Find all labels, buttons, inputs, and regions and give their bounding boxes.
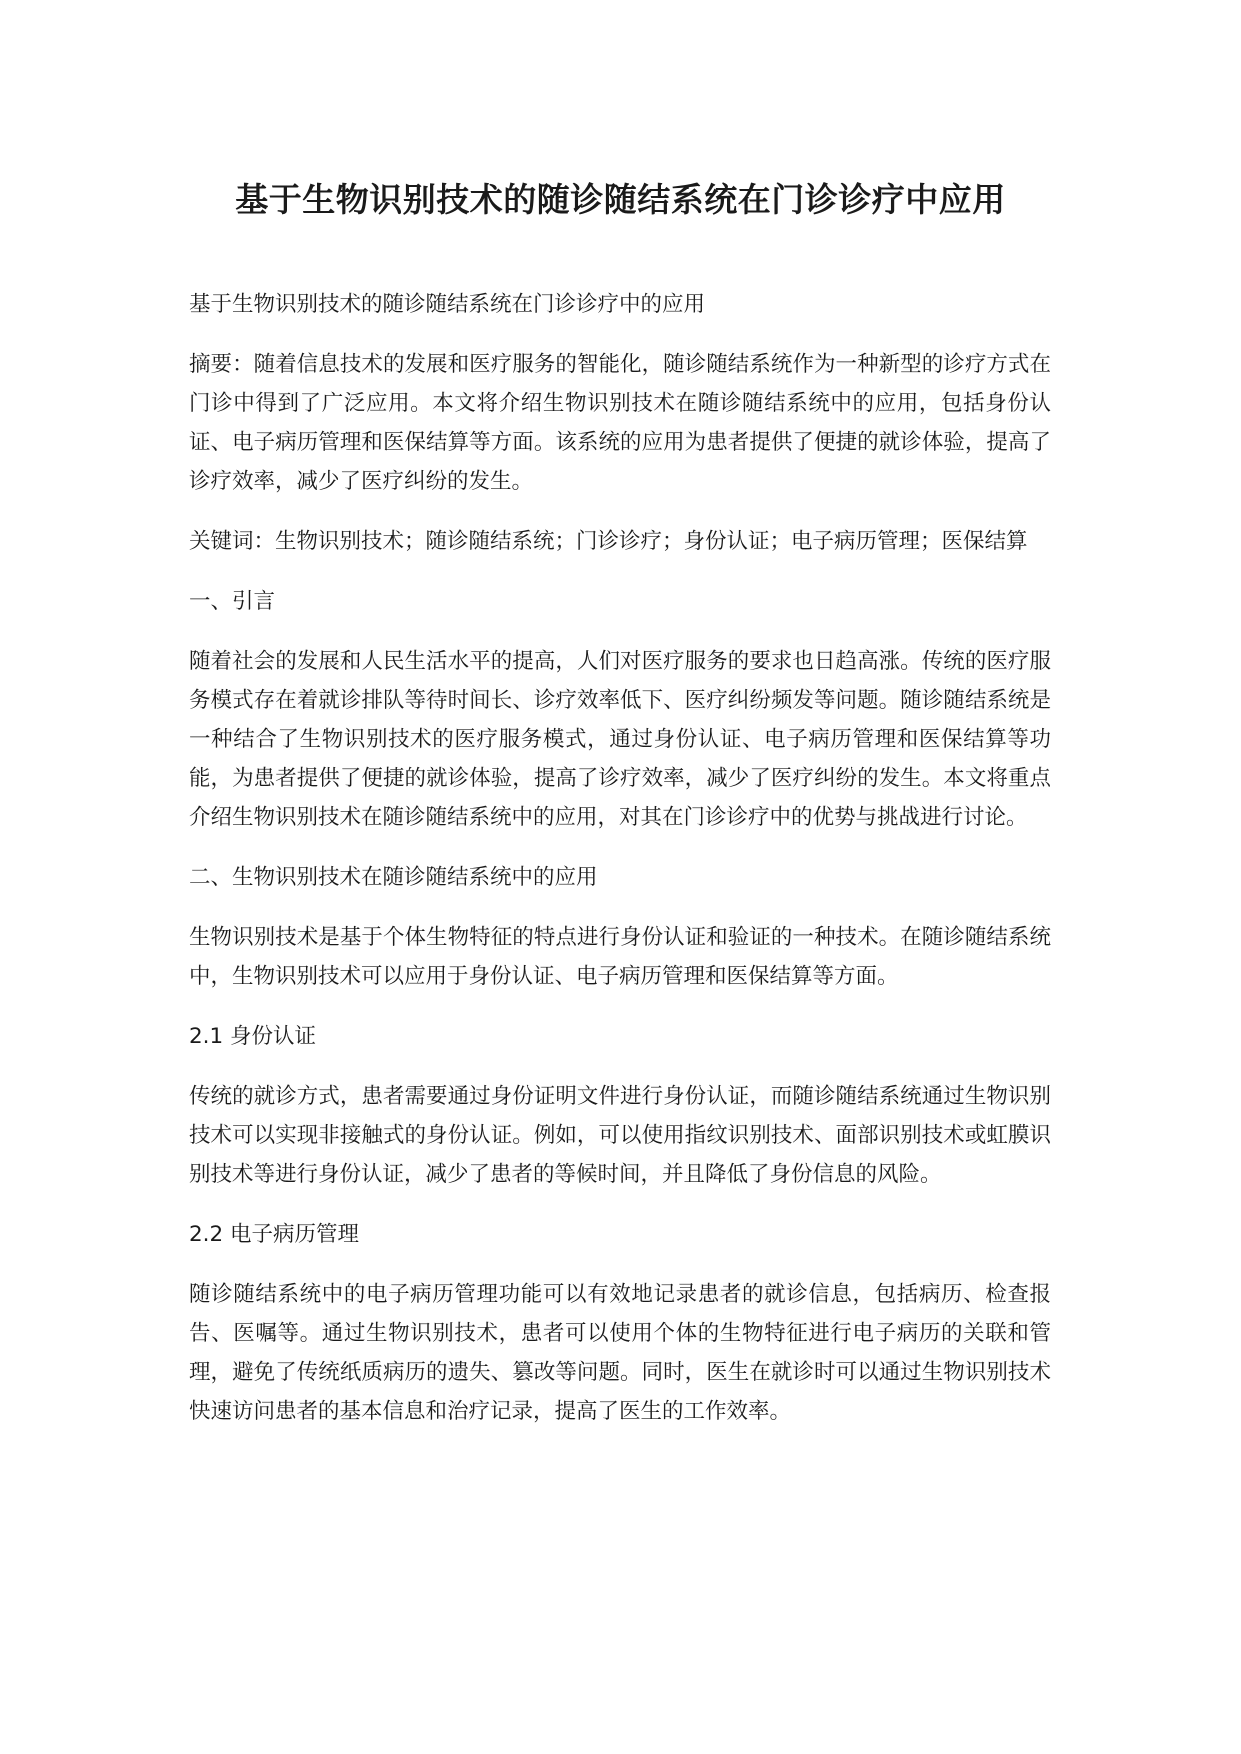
section-1-body: 随着社会的发展和人民生活水平的提高，人们对医疗服务的要求也日趋高涨。传统的医疗服务模式存在着就诊排队等待时间长、诊疗效率低下、医疗纠纷频发等问题。随诊随结系统是一种结合了生物识别技术的医疗服务模式，通过身份认证、电子病历管理和医保结算等功能，为患者提供了便捷的就诊体验，提高了诊疗效率，减少了医疗纠纷的发生。本文将重点介绍生物识别技术在随诊随结系统中的应用，对其在门诊诊疗中的优势与挑战进行讨论。: [189, 649, 1051, 830]
section-2-2-heading: 2.2 电子病历管理: [189, 1222, 360, 1247]
section-2-body: 生物识别技术是基于个体生物特征的特点进行身份认证和验证的一种技术。在随诊随结系统中，生物识别技术可以应用于身份认证、电子病历管理和医保结算等方面。: [189, 925, 1051, 989]
section-2-2-body: 随诊随结系统中的电子病历管理功能可以有效地记录患者的就诊信息，包括病历、检查报告、医嘱等。通过生物识别技术，患者可以使用个体的生物特征进行电子病历的关联和管理，避免了传统纸质病历的遗失、篡改等问题。同时，医生在就诊时可以通过生物识别技术快速访问患者的基本信息和治疗记录，提高了医生的工作效率。: [189, 1282, 1051, 1424]
abstract-paragraph: 摘要：随着信息技术的发展和医疗服务的智能化，随诊随结系统作为一种新型的诊疗方式在门诊中得到了广泛应用。本文将介绍生物识别技术在随诊随结系统中的应用，包括身份认证、电子病历管理和医保结算等方面。该系统的应用为患者提供了便捷的就诊体验，提高了诊疗效率，减少了医疗纠纷的发生。: [189, 352, 1051, 494]
keywords-paragraph: 关键词：生物识别技术；随诊随结系统；门诊诊疗；身份认证；电子病历管理；医保结算: [189, 529, 1028, 554]
section-2-1-body: 传统的就诊方式，患者需要通过身份证明文件进行身份认证，而随诊随结系统通过生物识别技术可以实现非接触式的身份认证。例如，可以使用指纹识别技术、面部识别技术或虹膜识别技术等进行身份认证，减少了患者的等候时间，并且降低了身份信息的风险。: [189, 1084, 1051, 1187]
section-2-heading: 二、生物识别技术在随诊随结系统中的应用: [189, 865, 598, 890]
document-title: 基于生物识别技术的随诊随结系统在门诊诊疗中应用: [235, 180, 1006, 219]
section-2-1-heading: 2.1 身份认证: [189, 1024, 317, 1049]
document-subtitle: 基于生物识别技术的随诊随结系统在门诊诊疗中的应用: [189, 292, 706, 317]
document-body: [189, 285, 1051, 1452]
section-1-heading: 一、引言: [189, 589, 276, 614]
